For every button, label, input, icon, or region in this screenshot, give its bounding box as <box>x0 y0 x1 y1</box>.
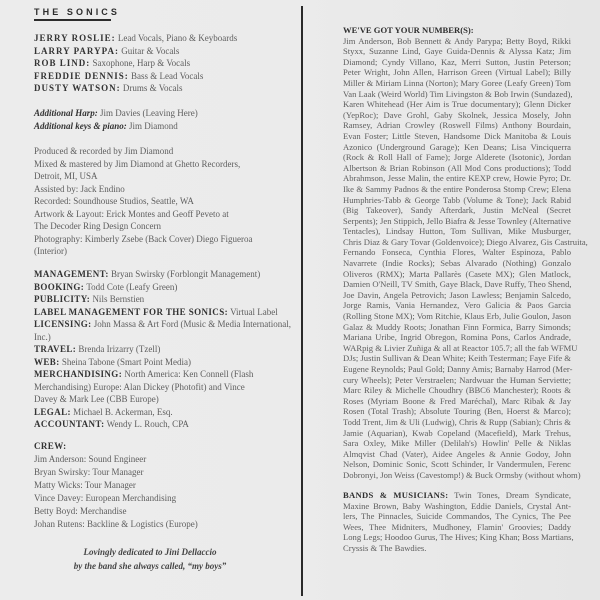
thanks-line: (YepRoc); Dave Grohl, Gaby Skolnek, Jessica Mosely, John <box>343 109 571 120</box>
crew-member: Johan Rutens: Backline & Logistics (Europe) <box>34 519 198 529</box>
thanks-line: Damien O'Neill, TV Smith, Gaye Black, Dave Ruffy, Theo Shend, <box>343 279 572 290</box>
thanks-line: Humphries-Tabb & George Tabb (Volume & Tone); Jack Rabid <box>343 194 571 205</box>
thanks-line: Chris Diaz & Gary Tovar (Goldenvoice); Diego Alvarez, Gis Castruita, <box>343 236 588 247</box>
credit-value: Michael B. Ackerman, Esq. <box>73 406 173 417</box>
business-credits <box>34 268 291 431</box>
band-member <box>34 32 237 45</box>
crew-heading: CREW: <box>34 441 67 451</box>
credit-label: LABEL MANAGEMENT FOR THE SONICS: <box>34 306 228 317</box>
crew-member: Jim Anderson: Sound Engineer <box>34 454 147 464</box>
bands-line: Long Legs; Hoodoo Gurus, The Hives; King Khan; Boss Martians, <box>343 532 574 543</box>
thanks-line: (Rolling Stone MX); Vom Ritchie, Klaus Erb, Julie Goulon, Jason <box>343 311 571 322</box>
title-underline <box>34 19 111 21</box>
credit-value: Nils Bernstien <box>92 294 145 304</box>
credit-value: Jim Davies (Leaving Here) <box>100 108 198 118</box>
production-line: Photography: Kimberly Zsebe (Back Cover) Diego Figueroa <box>34 233 253 244</box>
credit-value: Jim Diamond <box>129 120 178 131</box>
band-member <box>34 70 237 83</box>
thanks-line: Van Laak (Weird World) Tim Livingston & Bob Irwin (Sundazed), <box>343 88 573 99</box>
thanks-line: Dobronyi, Jon Weiss (Cavestomp!) & Buck Ormsby (without whom) <box>343 469 581 480</box>
thanks-line: Peter Wright, John Allen, Harrison Green (Virtual Label); Billy <box>343 67 571 78</box>
thanks-line: cury Wheels); Peter Verstraelen; Nardwuar the Human Serviette; <box>343 374 571 385</box>
thanks-line: Tentacles), Lindsay Hutton, Tom Sullivan, Mike Musburger, <box>343 226 571 237</box>
credit-value: Virtual Label <box>230 306 278 317</box>
crew-credits <box>34 440 198 531</box>
credit-label: ROB LIND: <box>34 58 91 68</box>
credit-value: Drums & Vocals <box>122 83 183 93</box>
credit-label: WEB: <box>34 356 60 367</box>
bands-line: Maxine Brown, Baby Washington, Eddie Daniels, Crystal Ant- <box>343 500 571 511</box>
bands-line <box>343 490 571 501</box>
dedication-line: by the band she always called, “my boys” <box>73 561 227 571</box>
credit-label: Additional keys & piano: <box>34 120 127 131</box>
thanks-line: Jorge Ramis, Vania Hernandez, Vero Galicia & Paos Garcia <box>343 300 571 311</box>
thanks-line: Galaz & Muddy Roots; Jonathan Finn Formica, Barry Simonds; <box>343 321 571 332</box>
business-credit <box>34 368 291 381</box>
bands-line: Cryssis & The Bawdies. <box>343 542 427 553</box>
crew-member: Matty Wicks: Tour Manager <box>34 480 136 490</box>
credit-label: LICENSING: <box>34 319 92 329</box>
thanks-line: Ramsey, Adrian Crowley (Roswell Films) Anthony Bourdain, <box>343 120 571 131</box>
thanks-line: Azonico (Underground Garage); Ken Deans; Lisa Vinciquerra <box>343 141 571 152</box>
thanks-line: (Big Takeover), Sandy Afterdark, Justin McNeal (Secret <box>343 205 571 216</box>
thanks-line: Evan Foster; Little Steven, Handsome Dick Manitoba & Louis <box>343 130 571 141</box>
dedication <box>40 545 260 573</box>
credit-label: TRAVEL: <box>34 344 77 354</box>
credit-value: Todd Cote (Leafy Green) <box>86 281 178 292</box>
credit-value: Brenda Irizarry (Tzell) <box>78 344 161 354</box>
production-line: The Decoder Ring Design Concern <box>34 221 161 231</box>
business-credit <box>34 406 291 419</box>
thanks-line: Styxx, Suzanne Lind, Gaye Guida-Dennis & Alyssa Katz; Jim <box>343 46 571 57</box>
bands-musicians-section <box>343 490 574 554</box>
thanks-line: Eugene Reynolds; Paul Gold; Danny Amis; Barnaby Harrod (Mer- <box>343 364 573 374</box>
thanks-line: Abrahmson, Jesse Malin, the entire KEXP crew, Howie Pyro; Dr. <box>343 173 571 184</box>
thanks-section <box>343 25 588 481</box>
thanks-line: Roses (Myriam Boone & Fred Maréchal), Marc Ribak & Jay <box>343 395 571 406</box>
band-member <box>34 82 237 95</box>
business-credit <box>34 356 291 369</box>
thanks-line: Rosen (Total Trash); Absolute Touring (Ben, Hoerst & Marco); <box>343 406 571 417</box>
credit-value: John Massa & Art Ford (Music & Media International, <box>93 319 291 329</box>
credit-value: Bass & Lead Vocals <box>131 70 204 81</box>
thanks-line: Oliveros (RMX); Marta Pallarès (Casete MX); Glen Matlock, <box>343 268 571 279</box>
thanks-line: Navarrete (Indie Rocks); Sebas Alvarado (Nothing) Gonzalo <box>343 258 571 269</box>
thanks-line: Todd Trent, Jim & Uli (Ludwig), Chris & Rupp (Sabian); Chris & <box>343 416 571 427</box>
crew-member: Vince Davey: European Merchandising <box>34 493 177 503</box>
thanks-line: Albertson & Brian Robinson (All Mod Cons productions); Todd <box>343 162 571 173</box>
bands-line: lers, The Pinnacles, Suicide Commandos, The Cynics, The Pee <box>343 511 571 522</box>
production-credits <box>34 145 252 258</box>
credit-label: DUSTY WATSON: <box>34 83 121 93</box>
band-members <box>34 32 237 95</box>
thanks-line: Fernando Fonseca, Cynthia Flores, Walter Espinoza, Pablo <box>343 247 571 258</box>
credit-label: JERRY ROSLIE: <box>34 33 116 43</box>
production-line: Artwork & Layout: Erick Montes and Geoff Peveto at <box>34 208 229 219</box>
credit-label: LARRY PARYPA: <box>34 45 119 56</box>
thanks-line: Joe Davin, Angela Petrovich; Jason Lawless; Benjamin Salcedo, <box>343 289 571 300</box>
credit-label: FREDDIE DENNIS: <box>34 70 129 81</box>
thanks-line: Almqvist Chad (Vater), Aidee Angeles & Annie Godoy, John <box>343 448 571 459</box>
production-line: Detroit, MI, USA <box>34 171 98 181</box>
thanks-line: Marc Riley & Michelle Choudhry (BBC6 Manchester); Roots & <box>343 385 571 396</box>
production-line: (Interior) <box>34 246 67 256</box>
thanks-line: WARpig & Livier Zuñiga & all at Reactor 105.7; all the fab WFMU <box>343 342 578 353</box>
credit-label: ACCOUNTANT: <box>34 419 105 429</box>
bands-label: BANDS & MUSICIANS: <box>343 490 449 500</box>
credit-label: BOOKING: <box>34 281 85 292</box>
additional-credit <box>34 107 198 120</box>
band-member <box>34 45 237 58</box>
thanks-line: Diamond; Cyndy Villano, Kaz, Merri Sutton, Justin Peterson; <box>343 56 571 67</box>
credit-value: Sheina Tabone (Smart Point Media) <box>61 356 192 367</box>
business-credit <box>34 418 291 431</box>
additional-credit <box>34 120 198 133</box>
bands-line: Wees, Thee Midniters, Mudhoney, Flamin' Groovies; Daddy <box>343 521 571 532</box>
thanks-heading: WE'VE GOT YOUR NUMBER(S): <box>343 25 474 35</box>
column-divider <box>301 6 303 596</box>
business-credit <box>34 281 291 294</box>
credit-value: Wendy L. Rouch, CPA <box>106 419 189 429</box>
credit-value: Saxophone, Harp & Vocals <box>92 58 191 68</box>
thanks-line: Sara Oxley, Mike Miller (Delilah's) Howlin' Pelle & Niklas <box>343 438 571 449</box>
bands-text: Twin Tones, Dream Syndicate, <box>448 490 571 500</box>
additional-credits <box>34 107 198 132</box>
thanks-line: Jamie (Aquarian), Kwab Copeland (Macefield), Mark Trehus, <box>343 427 571 438</box>
credit-value: Guitar & Vocals <box>121 45 180 56</box>
credit-value: North America: Ken Connell (Flash <box>124 369 254 379</box>
business-credit <box>34 318 291 331</box>
thanks-line: Nelson, Dominic Sonic, Scott Schinder, Ir Vandermulen, Ferenc <box>343 459 571 470</box>
thanks-line: Ike & Sammy Padnos & the entire Ponderosa Stomp Crew; Elena <box>343 183 571 194</box>
thanks-line: Mariana Uribe, Ingrid Obregon, Romina Pons, Carlos Andrade, <box>343 332 571 343</box>
thanks-line: DJs; Justin Sullivan & Dean White; Keith Testerman; Faye Fife & <box>343 353 571 364</box>
credit-label: PUBLICITY: <box>34 294 91 304</box>
business-credit <box>34 306 291 319</box>
band-title: THE SONICS <box>34 7 121 17</box>
credit-value: Bryan Swirsky (Forblongit Management) <box>110 269 261 279</box>
thanks-line: Serpents); Jen Stippich, Jello Biafra & Jesse Townley (Alternative <box>343 215 571 226</box>
credit-label: MANAGEMENT: <box>34 269 109 279</box>
credit-value: Lead Vocals, Piano & Keyboards <box>117 33 238 43</box>
credit-label: LEGAL: <box>34 406 71 417</box>
production-line: Mixed & mastered by Jim Diamond at Ghetto Recorders, <box>34 158 241 169</box>
thanks-line: (Rock & Roll Hall of Fame); Jorge Alderete (Isotonic), Jordan <box>343 152 571 163</box>
credit-label: Additional Harp: <box>34 108 98 118</box>
business-credit-continued: Davey & Mark Lee (CBB Europe) <box>34 394 159 404</box>
dedication-line: Lovingly dedicated to Jini Dellaccio <box>83 547 217 557</box>
band-member <box>34 57 237 70</box>
business-credit-continued: Inc.) <box>34 331 51 342</box>
crew-member: Bryan Swirsky: Tour Manager <box>34 467 144 477</box>
business-credit <box>34 268 291 281</box>
production-line: Produced & recorded by Jim Diamond <box>34 146 174 156</box>
business-credit <box>34 343 291 356</box>
business-credit <box>34 293 291 306</box>
thanks-line: Miller & Miriam Linna (Norton); Mary Goree (Leafy Green) Tom <box>343 77 571 88</box>
crew-member: Betty Boyd: Merchandise <box>34 506 127 516</box>
business-credit-continued: Merchandising) Europe: Alan Dickey (Photofit) and Vince <box>34 381 245 392</box>
thanks-line: Jim Anderson, Bob Bennett & Andy Parypa; Betty Boyd, Rikki <box>343 35 571 46</box>
production-line: Assisted by: Jack Endino <box>34 183 125 194</box>
credit-label: MERCHANDISING: <box>34 369 123 379</box>
thanks-line: Karen Whitehead (Her Aim is True documentary); Glenn Dicker <box>343 99 571 110</box>
production-line: Recorded: Soundhouse Studios, Seattle, WA <box>34 196 194 206</box>
